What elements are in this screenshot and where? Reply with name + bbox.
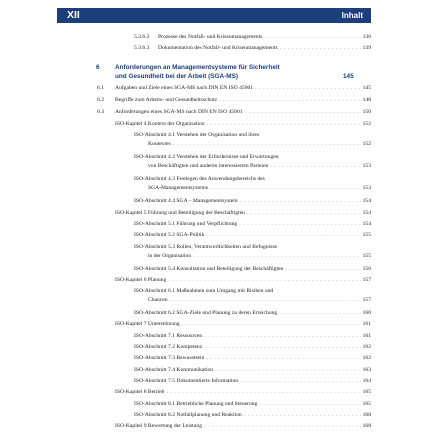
toc-page-number: 157 <box>362 276 371 283</box>
toc-entry[interactable] <box>115 210 371 217</box>
toc-entry[interactable] <box>134 45 371 52</box>
toc-entry-title-continued: Kontextes <box>148 141 171 148</box>
toc-dot-leader <box>247 210 361 217</box>
toc-page-number: 145 <box>362 85 371 91</box>
toc-page-number: 165 <box>362 400 371 407</box>
toc-entry-title: Dokumentation des Notfall- und Krisenmanagements <box>158 45 278 51</box>
toc-entry-title: ISO-Abschnitt 5.4 Konsultation und Beteiligung der Beschäftigten <box>134 265 284 272</box>
toc-entry-title: ISO-Abschnitt 6.2 SGA-Ziele und Planung zu deren Erreichung <box>134 310 278 317</box>
toc-page-number: 160 <box>362 310 371 317</box>
toc-entry-title: ISO-Abschnitt 8.2 Notfallplanung und Reaktion <box>134 411 242 418</box>
toc-dot-leader <box>182 321 361 328</box>
toc-entry[interactable] <box>134 266 371 273</box>
toc-page-number: 150 <box>362 109 371 115</box>
toc-page-number: 162 <box>362 355 371 362</box>
toc-page-number: 154 <box>362 209 371 216</box>
toc-entry-title: ISO-Abschnitt 7.4 Kommunikation <box>134 366 214 373</box>
toc-entry-title: ISO-Kapitel 4 Kontext der Organisation <box>115 121 205 127</box>
toc-entry[interactable] <box>97 85 371 92</box>
toc-dot-leader <box>166 389 360 396</box>
toc-entry-title: ISO-Abschnitt 7.1 Ressourcen <box>134 332 203 339</box>
toc-entry-title: ISO-Abschnitt 4.4 SGA – Managementsystem <box>134 198 238 205</box>
toc-entry[interactable] <box>134 412 371 419</box>
toc-entry-title: ISO-Abschnitt 7.3 Bewusstsein <box>134 355 205 362</box>
toc-page-number: 156 <box>362 265 371 272</box>
chapter-title-line: Anforderungen an Managementsysteme für Sicherheit <box>115 64 280 71</box>
toc-entry[interactable] <box>134 221 371 228</box>
toc-dot-leader <box>285 266 360 273</box>
toc-dot-leader <box>204 344 360 351</box>
toc-entry[interactable] <box>134 367 371 374</box>
toc-dot-leader <box>219 97 360 104</box>
section-label: Inhalt <box>341 11 363 20</box>
toc-entry[interactable] <box>115 423 371 430</box>
toc-page-number: 154 <box>362 198 371 205</box>
toc-entry[interactable] <box>115 277 371 284</box>
toc-dot-leader <box>239 221 360 228</box>
toc-entry-continuation <box>148 163 371 170</box>
toc-dot-leader <box>240 198 361 205</box>
toc-entry[interactable] <box>115 121 371 128</box>
toc-page-number: 153 <box>362 163 371 170</box>
toc-entry[interactable] <box>134 310 371 317</box>
toc-dot-leader <box>255 85 361 92</box>
toc-dot-leader <box>206 355 360 362</box>
toc-dot-leader <box>204 333 360 340</box>
toc-entry-continuation <box>148 253 371 260</box>
toc-dot-leader <box>193 253 361 260</box>
toc-entry-title: ISO-Kapitel 8 Betrieb <box>115 389 165 396</box>
toc-entry[interactable] <box>134 401 371 408</box>
toc-page-number: 168 <box>362 411 371 418</box>
toc-entry-title: ISO-Abschnitt 6.1 Maßnahmen zum Umgang mit Risiken und <box>134 288 274 295</box>
toc-entry-title: ISO-Kapitel 6 Planung <box>115 276 167 283</box>
toc-entry[interactable] <box>134 132 371 139</box>
toc-entry-title-continued: SGA-Managementsystems <box>148 185 208 192</box>
toc-dot-leader <box>245 109 361 116</box>
toc-entry-continuation <box>148 141 371 148</box>
toc-entry[interactable] <box>134 198 371 205</box>
toc-entry[interactable] <box>97 97 371 104</box>
toc-entry-title-continued: in der Organisation <box>148 252 192 259</box>
toc-entry-title: ISO-Abschnitt 5.3 Rollen, Verantwortlichkeiten und Befugnisse <box>134 243 277 250</box>
toc-entry-title: ISO-Kapitel 7 Unterstützung <box>115 321 180 328</box>
toc-entry-number: 6.3 <box>97 109 104 115</box>
toc-entry[interactable] <box>115 321 371 328</box>
toc-entry-title: ISO-Abschnitt 4.1 Verstehen der Organisation und ihres <box>134 132 260 139</box>
toc-dot-leader <box>279 310 360 317</box>
toc-entry-title-continued: von Beschäftigten und anderen interessierten Parteien <box>148 163 269 170</box>
toc-entry[interactable] <box>134 333 371 340</box>
toc-dot-leader <box>215 367 361 374</box>
toc-page-number: 165 <box>362 389 371 396</box>
toc-entry[interactable] <box>134 355 371 362</box>
toc-dot-leader <box>270 163 360 170</box>
toc-page-number: 154 <box>362 220 371 227</box>
toc-entry-number: 5.3.6.2 <box>134 34 150 40</box>
toc-page-number: 164 <box>362 377 371 384</box>
toc-page-number: 163 <box>362 366 371 373</box>
page-header <box>57 8 371 23</box>
toc-dot-leader <box>173 141 361 148</box>
toc-entry[interactable] <box>134 154 371 161</box>
toc-page-number: 152 <box>362 121 371 127</box>
toc-entry-title: Aufgaben und Ziele eines SGA-MS nach DIN EN ISO 45001 <box>115 85 254 91</box>
toc-entry[interactable] <box>134 176 371 183</box>
toc-entry[interactable] <box>134 244 371 251</box>
toc-entry-number: 6.2 <box>97 97 104 103</box>
toc-entry-number: 6.1 <box>97 85 104 91</box>
toc-dot-leader <box>206 232 360 239</box>
toc-entry-title: ISO-Kapitel 9 Bewertung der Leistung <box>115 423 202 430</box>
toc-page-number: 148 <box>362 97 371 103</box>
toc-entry[interactable] <box>134 232 371 239</box>
toc-dot-leader <box>244 412 361 419</box>
toc-entry-number: 5.3.6.3 <box>134 45 150 51</box>
chapter-number: 6 <box>96 64 100 71</box>
toc-page-number: 152 <box>362 141 371 148</box>
toc-entry-continuation <box>148 185 371 192</box>
toc-page-number: 157 <box>362 297 371 304</box>
chapter-title-line: und Gesundheit bei der Arbeit (SGA-MS) <box>115 73 238 80</box>
toc-entry[interactable] <box>134 378 371 385</box>
chapter-roman-numeral: XII <box>67 9 80 21</box>
toc-dot-leader <box>168 277 360 284</box>
toc-entry[interactable] <box>134 344 371 351</box>
toc-dot-leader <box>240 378 361 385</box>
toc-dot-leader <box>170 297 361 304</box>
toc-dot-leader <box>210 185 361 192</box>
toc-page-number: 161 <box>362 332 371 339</box>
toc-page-number: 136 <box>362 34 371 40</box>
toc-page-number: 139 <box>362 45 371 51</box>
toc-page-number: 155 <box>362 252 371 259</box>
toc-entry-title: ISO-Abschnitt 4.3 Festlegen des Anwendungsbereichs des <box>134 176 265 183</box>
toc-dot-leader <box>259 401 360 408</box>
toc-entry-title: ISO-Abschnitt 4.2 Verstehen der Erfordernisse und Erwartungen <box>134 154 279 161</box>
toc-entry-title-continued: Chancen <box>148 297 168 304</box>
toc-dot-leader <box>207 121 361 128</box>
toc-entry-title: ISO-Abschnitt 7.5 Dokumentierte Information <box>134 377 239 384</box>
toc-page-number: 153 <box>362 185 371 192</box>
toc-entry-title: ISO-Abschnitt 5.2 SGA-Politik <box>134 232 205 239</box>
toc-page-number: 155 <box>362 232 371 239</box>
toc-entry-title: ISO-Kapitel 5 Führung und Beteiligung der Beschäftigten <box>115 209 245 216</box>
toc-page-number: 168 <box>362 423 371 430</box>
toc-dot-leader <box>264 34 360 41</box>
toc-entry-title: ISO-Abschnitt 7.2 Kompetenz <box>134 344 203 350</box>
toc-entry-title: Prozesse des Notfall- und Krisenmanagements <box>158 34 263 40</box>
toc-entry[interactable] <box>134 288 371 295</box>
toc-entry-title: ISO-Abschnitt 5.1 Führung und Verpflichtung <box>134 220 238 227</box>
toc-dot-leader <box>204 423 361 430</box>
toc-entry-continuation <box>148 297 371 304</box>
toc-entry-title: Anforderungen eines SGA-MS nach DIN EN ISO 45001 <box>115 109 243 115</box>
toc-entry[interactable] <box>134 34 371 41</box>
toc-entry-title: ISO-Abschnitt 8.1 Betriebliche Planung und Steuerung <box>134 400 258 407</box>
chapter-page-number: 145 <box>343 73 354 80</box>
toc-page-number: 161 <box>362 321 371 328</box>
toc-entry-title: Begriffe zum Arbeits- und Gesundheitsschutz <box>115 97 218 103</box>
toc-dot-leader <box>280 45 361 52</box>
toc-page-number: 162 <box>362 344 371 350</box>
toc-entry[interactable] <box>115 389 371 396</box>
toc-entry[interactable] <box>97 109 371 116</box>
